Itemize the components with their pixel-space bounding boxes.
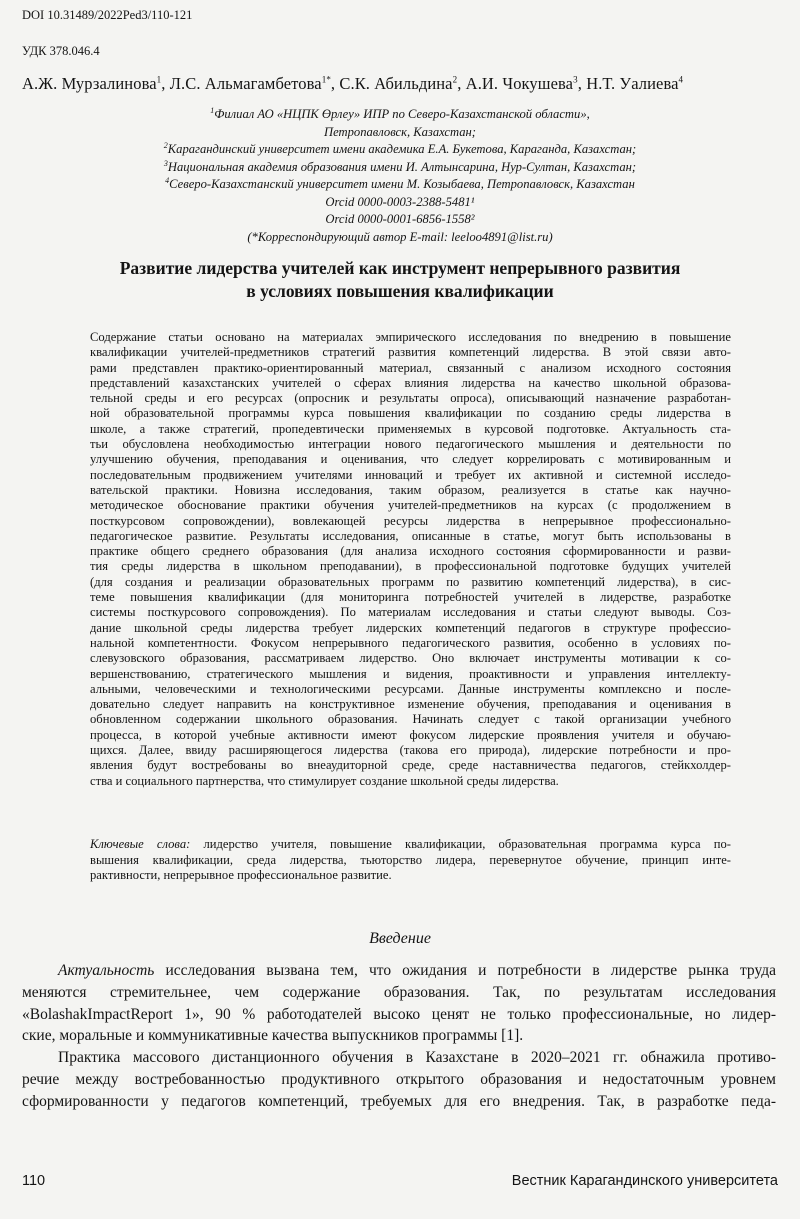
abstract-line: школе, а также стратегий, пропедевтически применяемых в курсовой подготовке. Актуальность ста- <box>90 421 731 436</box>
abstract-line: представлений казахстанских учителей о сферах влияния лидерства на качество школьной образова- <box>90 375 731 390</box>
affiliation-line <box>60 141 740 159</box>
abstract-line: ной образовательной программы курса повышения квалификации по созданию среды лидерства в <box>90 406 731 421</box>
body-line <box>22 960 776 982</box>
abstract-line: ства и социального партнерства, что стимулирует создание школьной среды лидерства. <box>90 773 559 788</box>
abstract-line: процесса, в которой учебные активности имеют фокусом лидерские проявления учителя и обучаю- <box>90 727 731 742</box>
abstract-line: альными, человеческими и технологическими ресурсами. Данные инструменты комплексно и после- <box>90 681 731 696</box>
abstract <box>90 330 731 789</box>
affil-mark: 4 <box>165 175 170 185</box>
keywords-text: лидерство учителя, повышение квалификации, образовательная программа курса по- <box>190 837 731 851</box>
abstract-line: педагогическое развитие. Результаты исследования, описанные в статье, могут быть использованы в <box>90 528 731 543</box>
affiliation-line <box>60 106 740 124</box>
affil-text: Филиал АО «НЦПК Өрлеу» ИПР по Северо-Казахстанской области», <box>214 107 590 121</box>
keywords <box>90 837 731 884</box>
body-line: меняются стремительнее, чем содержание образования. Так, по результатам исследования <box>22 983 776 1001</box>
body-line: речие между востребованностью продуктивного открытого образования и недостаточным уровнем <box>22 1070 776 1088</box>
author-name: Л.С. Альмагамбетова <box>169 74 322 93</box>
abstract-line: теме повышения квалификации (для мониторинга потребностей учителей в лидерстве, разработке <box>90 590 731 605</box>
author-affil-mark: 1 <box>156 74 162 85</box>
article-title <box>40 257 760 303</box>
abstract-line: тьи обусловлена необходимостью интеграции нового педагогического мышления и деятельности по <box>90 437 731 452</box>
journal-name: Вестник Карагандинского университета <box>511 1173 778 1189</box>
author-name: Н.Т. Уалиева <box>586 74 679 93</box>
orcid-line: Orcid 0000-0001-6856-1558² <box>325 212 475 226</box>
author-affil-mark: 4 <box>678 74 684 85</box>
abstract-line: системы посткурсового сопровождения). По материалам исследования и статьи следуют выводы. Соз- <box>90 605 731 620</box>
abstract-line: практике общего среднего образования (для анализа исходного состояния сформированности и разви- <box>90 544 731 559</box>
abstract-line: тельной среды и его ресурсах (опросник и результаты опроса), описывающий назначение разработан- <box>90 391 731 406</box>
affiliation-line <box>60 176 740 194</box>
abstract-line: Содержание статьи основано на материалах эмпирического исследования по внедрению в повышение <box>90 330 731 344</box>
author-affil-mark: 3 <box>573 74 578 85</box>
affil-text: Карагандинский университет имени академика Е.А. Букетова, Караганда, Казахстан; <box>167 142 637 156</box>
abstract-line: довательно следует направить на конструктивное изменение обучения, преподавания и оценивания в <box>90 697 731 712</box>
keywords-label: Ключевые слова: <box>90 837 191 851</box>
doi-line: DOI 10.31489/2022Ped3/110-121 <box>22 8 193 22</box>
keywords-line <box>90 837 731 853</box>
affiliation-line <box>60 159 740 177</box>
abstract-line: слевузовского образования, рассматриваем лидерство. Оно включает инструменты мотивации к со- <box>90 651 731 666</box>
corresponding-author-line: (*Корреспондирующий автор E-mail: leeloo4891@list.ru) <box>247 229 553 244</box>
abstract-line: рами представлен практико-ориентированный материал, связанный с анализом исходного состояния <box>90 360 731 375</box>
keywords-line: вышения квалификации, среда лидерства, тьюторство лидера, перевернутое обучение, принцип инте- <box>90 852 731 867</box>
affil-mark: 1 <box>210 105 215 115</box>
abstract-line: улучшению обучения, преподавания и оценивания, что следует коррелировать с мотивированным и <box>90 452 731 467</box>
abstract-line: явления будут востребованы во внеаудиторной среде, среде наставничества педагогов, стейкхолдер- <box>90 758 731 773</box>
abstract-line: (для создания и реализации образовательных программ по развитию компетенций лидерства), в сис- <box>90 574 731 589</box>
author-name: С.К. Абильдина <box>339 74 453 93</box>
body-text <box>22 960 776 1113</box>
abstract-line: щихся. Далее, ввиду расширяющегося лидерства (такова его природа), лидерские потребности и про- <box>90 743 731 758</box>
abstract-line: нальной компетентности. Фокусом непрерывного педагогического развития, особенно в условиях по- <box>90 635 731 650</box>
affiliation-line <box>60 124 740 142</box>
udk-line: УДК 378.046.4 <box>22 44 100 58</box>
affil-mark: 2 <box>163 140 168 150</box>
orcid-line: Orcid 0000-0003-2388-5481¹ <box>325 194 475 209</box>
author-affil-mark: 1* <box>321 74 331 85</box>
abstract-line: дание школьной среды лидерства требует лидерских компетенций педагогов в структуре профессио- <box>90 620 731 635</box>
title-line: Развитие лидерства учителей как инструмент непрерывного развития <box>119 258 681 278</box>
section-heading: Введение <box>369 930 431 947</box>
author-name: А.И. Чокушева <box>465 74 574 93</box>
abstract-line: вершенствованию, стратегического мышления и видения, проактивности и управления интеллекту- <box>90 666 731 681</box>
abstract-line: квалификации учителей-предметников стратегий развития компетенций лидерства. В этой связи авто- <box>90 345 731 360</box>
abstract-line: вательской практики. Новизна исследования, таким образом, реализуется в статье как научно- <box>90 482 731 497</box>
emphasis-term: Актуальность <box>58 962 155 979</box>
body-line: сформированности у педагогов компетенций, требуемых для его внедрения. Так, в разработке педа- <box>22 1092 776 1110</box>
abstract-line: последовательным продвижением учителями инноваций и требует их активной и системной исследо- <box>90 467 731 482</box>
body-line: «BolashakImpactReport 1», 90 % работодателей высоко ценят не только профессиональные, но лидер- <box>22 1005 776 1023</box>
affiliations <box>60 106 740 246</box>
author-affil-mark: 2 <box>452 74 458 85</box>
abstract-line: тия среды лидерства в школьном преподавании), в профессиональной подготовке будущих учителей <box>90 559 731 574</box>
body-line: Практика массового дистанционного обучения в Казахстане в 2020–2021 гг. обнажила противо- <box>58 1049 776 1067</box>
author-name: А.Ж. Мурзалинова <box>22 74 157 93</box>
title-line: в условиях повышения квалификации <box>246 281 554 301</box>
affil-text: Северо-Казахстанский университет имени М. Козыбаева, Петропавловск, Казахстан <box>169 177 635 191</box>
affil-text: Петропавловск, Казахстан; <box>323 124 476 139</box>
affil-mark: 3 <box>163 158 168 168</box>
body-line: ские, моральные и коммуникативные качества выпускников программы [1]. <box>22 1027 524 1045</box>
page-number: 110 <box>22 1173 46 1189</box>
body-text-span: исследования вызвана тем, что ожидания и потребности в лидерстве рынка труда <box>154 962 776 979</box>
abstract-line: посткурсовом сопровождении), вовлекающей ресурсы лидерства в непрерывное профессионально- <box>90 513 731 528</box>
keywords-line: рактивности, непрерывное профессиональное развитие. <box>90 868 392 883</box>
author-list: А.Ж. Мурзалинова$^1$, Л.С. Альмагамбетова$^{1*}$, С.К. Абильдина$^2$, А.И. Чокушева$^3$, Н.Т. Уалиева$^4$ <box>22 74 684 93</box>
affil-text: Национальная академия образования имени И. Алтынсарина, Нур-Султан, Казахстан; <box>167 159 637 174</box>
abstract-line: методическое обоснование практики обучения учителей-предметников на курсах (с продолжением в <box>90 498 731 513</box>
abstract-line: обновленном содержании школьного образования. Начинать следует с такой организации учебного <box>90 712 731 727</box>
